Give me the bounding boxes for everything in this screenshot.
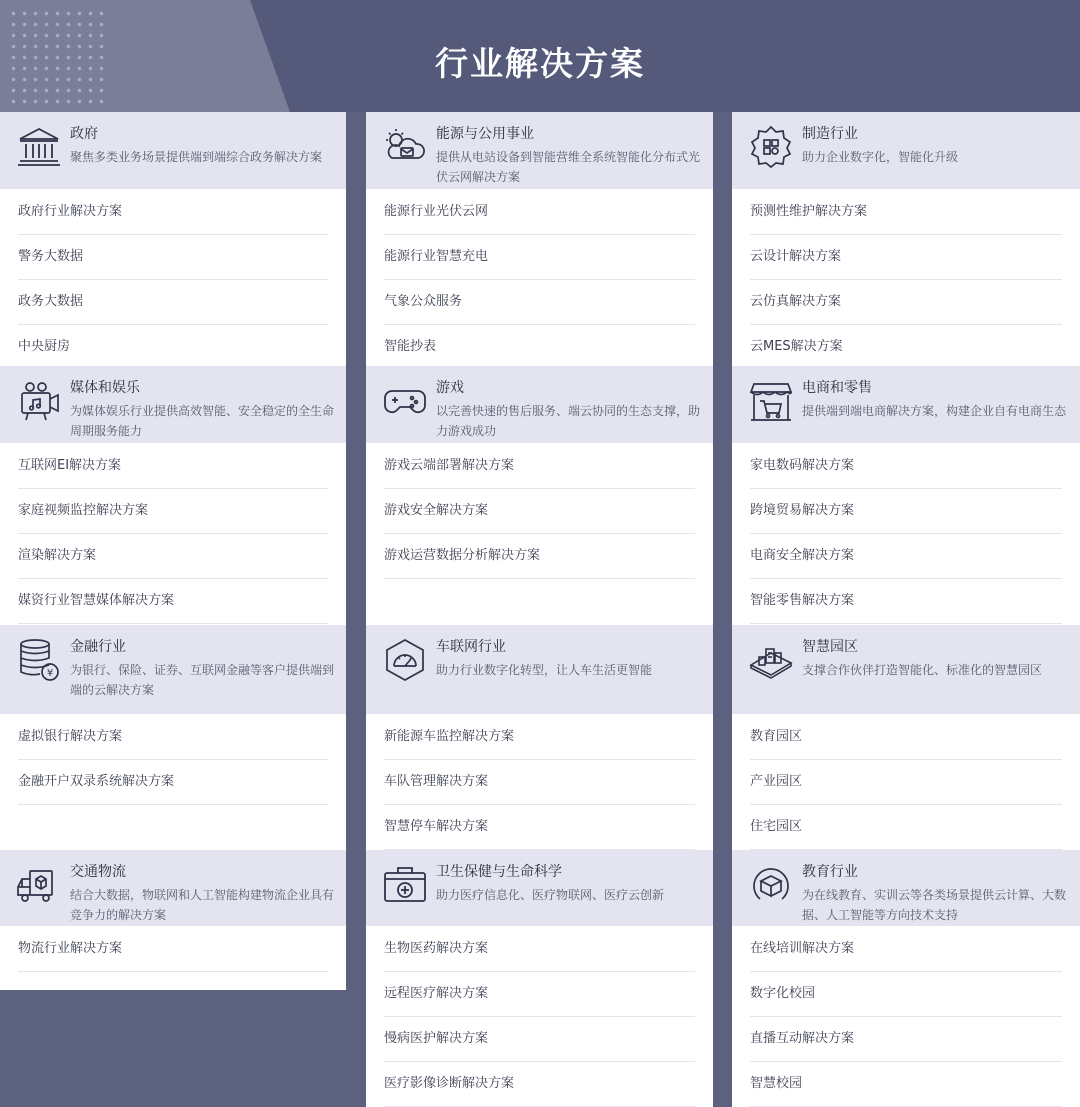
card-description: 助力企业数字化，智能化升级 (802, 150, 959, 164)
solution-link[interactable]: 渲染解决方案 (18, 534, 328, 579)
solution-link[interactable]: 媒资行业智慧媒体解决方案 (18, 579, 328, 624)
solution-link[interactable]: 远程医疗解决方案 (384, 972, 695, 1017)
card-header[interactable] (366, 112, 713, 189)
solution-link[interactable]: 气象公众服务 (384, 280, 695, 325)
card-description: 为在线教育、实训云等各类场景提供云计算、大数据、人工智能等方向技术支持 (802, 888, 1067, 922)
card-title: 媒体和娱乐 (70, 380, 140, 396)
card-description: 助力医疗信息化、医疗物联网、医疗云创新 (436, 888, 665, 902)
solution-link[interactable]: 物流行业解决方案 (18, 927, 328, 972)
card-header[interactable] (366, 366, 713, 443)
solution-link[interactable]: 政府行业解决方案 (18, 190, 328, 235)
solution-card (732, 850, 1080, 1107)
card-header[interactable] (0, 366, 346, 443)
solution-link[interactable]: 慢病医护解决方案 (384, 1017, 695, 1062)
smart-park-icon (748, 637, 794, 683)
card-header[interactable] (732, 850, 1080, 926)
solution-card (366, 112, 713, 366)
solution-link[interactable]: 金融开户双录系统解决方案 (18, 760, 328, 805)
card-description: 提供从电站设备到智能营维全系统智能化分布式光伏云网解决方案 (436, 150, 701, 184)
solution-list (750, 444, 1062, 624)
card-title: 游戏 (436, 380, 464, 396)
solution-list (384, 444, 695, 579)
solution-list (18, 927, 328, 972)
card-description: 为银行、保险、证券、互联网金融等客户提供端到端的云解决方案 (70, 663, 335, 697)
card-header[interactable] (732, 625, 1080, 714)
solution-link[interactable]: 车队管理解决方案 (384, 760, 695, 805)
card-description: 支撑合作伙伴打造智能化、标准化的智慧园区 (802, 663, 1043, 677)
card-title: 制造行业 (802, 126, 858, 142)
card-description: 以完善快速的售后服务、端云协同的生态支撑，助力游戏成功 (436, 404, 701, 438)
solution-link[interactable]: 云设计解决方案 (750, 235, 1062, 280)
solution-link[interactable]: 直播互动解决方案 (750, 1017, 1062, 1062)
government-building-icon (16, 124, 62, 170)
solution-link[interactable]: 跨境贸易解决方案 (750, 489, 1062, 534)
solution-list (750, 190, 1062, 370)
solution-card (366, 625, 713, 850)
card-header[interactable] (366, 625, 713, 714)
card-title: 能源与公用事业 (436, 126, 534, 142)
card-title: 政府 (70, 126, 98, 142)
shop-cart-icon (748, 378, 794, 424)
solution-link[interactable]: 云MES解决方案 (750, 325, 1062, 370)
energy-utilities-icon (382, 124, 428, 170)
solution-list (750, 715, 1062, 850)
solution-link[interactable]: 新能源车监控解决方案 (384, 715, 695, 760)
solution-link[interactable]: 警务大数据 (18, 235, 328, 280)
solution-link[interactable]: 游戏安全解决方案 (384, 489, 695, 534)
solution-list (384, 715, 695, 850)
solution-list (750, 927, 1062, 1107)
card-description: 结合大数据，物联网和人工智能构建物流企业具有竞争力的解决方案 (70, 888, 335, 922)
card-title: 卫生保健与生命科学 (436, 864, 562, 880)
solution-link[interactable]: 互联网EI解决方案 (18, 444, 328, 489)
solution-link[interactable]: 智慧停车解决方案 (384, 805, 695, 850)
solution-card (0, 625, 346, 850)
medical-kit-icon (382, 862, 428, 908)
card-header[interactable] (366, 850, 713, 926)
solution-link[interactable]: 住宅园区 (750, 805, 1062, 850)
solution-link[interactable]: 虚拟银行解决方案 (18, 715, 328, 760)
media-camera-icon (16, 378, 62, 424)
education-cube-icon (748, 862, 794, 908)
solution-list (18, 715, 328, 805)
solution-list (18, 190, 328, 370)
card-description: 助力行业数字化转型，让人车生活更智能 (436, 663, 653, 677)
solution-card (732, 112, 1080, 366)
solution-card (0, 850, 346, 990)
solution-list (384, 927, 695, 1107)
card-header[interactable] (0, 112, 346, 189)
solution-link[interactable]: 教育园区 (750, 715, 1062, 760)
card-header[interactable] (0, 625, 346, 714)
page-title: 行业解决方案 (435, 44, 645, 83)
solution-link[interactable]: 家庭视频监控解决方案 (18, 489, 328, 534)
solution-link[interactable]: 游戏运营数据分析解决方案 (384, 534, 695, 579)
gamepad-icon (382, 378, 428, 424)
solution-link[interactable]: 医疗影像诊断解决方案 (384, 1062, 695, 1107)
card-description: 提供端到端电商解决方案，构建企业自有电商生态 (802, 404, 1067, 418)
solution-link[interactable]: 预测性维护解决方案 (750, 190, 1062, 235)
vehicle-gauge-icon (382, 637, 428, 683)
solution-link[interactable]: 智能抄表 (384, 325, 695, 370)
svg-text:¥: ¥ (46, 668, 54, 679)
logistics-truck-icon (16, 862, 62, 908)
solution-link[interactable]: 在线培训解决方案 (750, 927, 1062, 972)
solution-card (732, 625, 1080, 850)
solution-card (0, 366, 346, 625)
card-description: 聚焦多类业务场景提供端到端综合政务解决方案 (70, 150, 323, 164)
solution-link[interactable]: 智慧校园 (750, 1062, 1062, 1107)
solution-card (366, 366, 713, 625)
solution-card (366, 850, 713, 1107)
card-title: 智慧园区 (802, 639, 858, 655)
solution-link[interactable]: 中央厨房 (18, 325, 328, 370)
card-header[interactable] (732, 366, 1080, 443)
solution-link[interactable]: 生物医药解决方案 (384, 927, 695, 972)
solution-link[interactable]: 云仿真解决方案 (750, 280, 1062, 325)
solution-link[interactable]: 电商安全解决方案 (750, 534, 1062, 579)
card-description: 为媒体娱乐行业提供高效智能、安全稳定的全生命周期服务能力 (70, 404, 335, 438)
solution-link[interactable]: 游戏云端部署解决方案 (384, 444, 695, 489)
solution-link[interactable]: 能源行业智慧充电 (384, 235, 695, 280)
card-title: 车联网行业 (436, 639, 506, 655)
solution-link[interactable]: 家电数码解决方案 (750, 444, 1062, 489)
solution-link[interactable]: 政务大数据 (18, 280, 328, 325)
solution-card (0, 112, 346, 366)
card-title: 教育行业 (802, 864, 858, 880)
finance-coins-icon (16, 637, 62, 683)
card-title: 金融行业 (70, 639, 126, 655)
solution-list (18, 444, 328, 624)
solution-link[interactable]: 能源行业光伏云网 (384, 190, 695, 235)
solution-card (732, 366, 1080, 625)
card-header[interactable] (0, 850, 346, 926)
solution-link[interactable]: 智能零售解决方案 (750, 579, 1062, 624)
solution-link[interactable]: 产业园区 (750, 760, 1062, 805)
manufacturing-gear-icon (748, 124, 794, 170)
solution-link[interactable]: 数字化校园 (750, 972, 1062, 1017)
card-header[interactable] (732, 112, 1080, 189)
card-title: 电商和零售 (802, 380, 872, 396)
card-title: 交通物流 (70, 864, 126, 880)
solution-list (384, 190, 695, 370)
